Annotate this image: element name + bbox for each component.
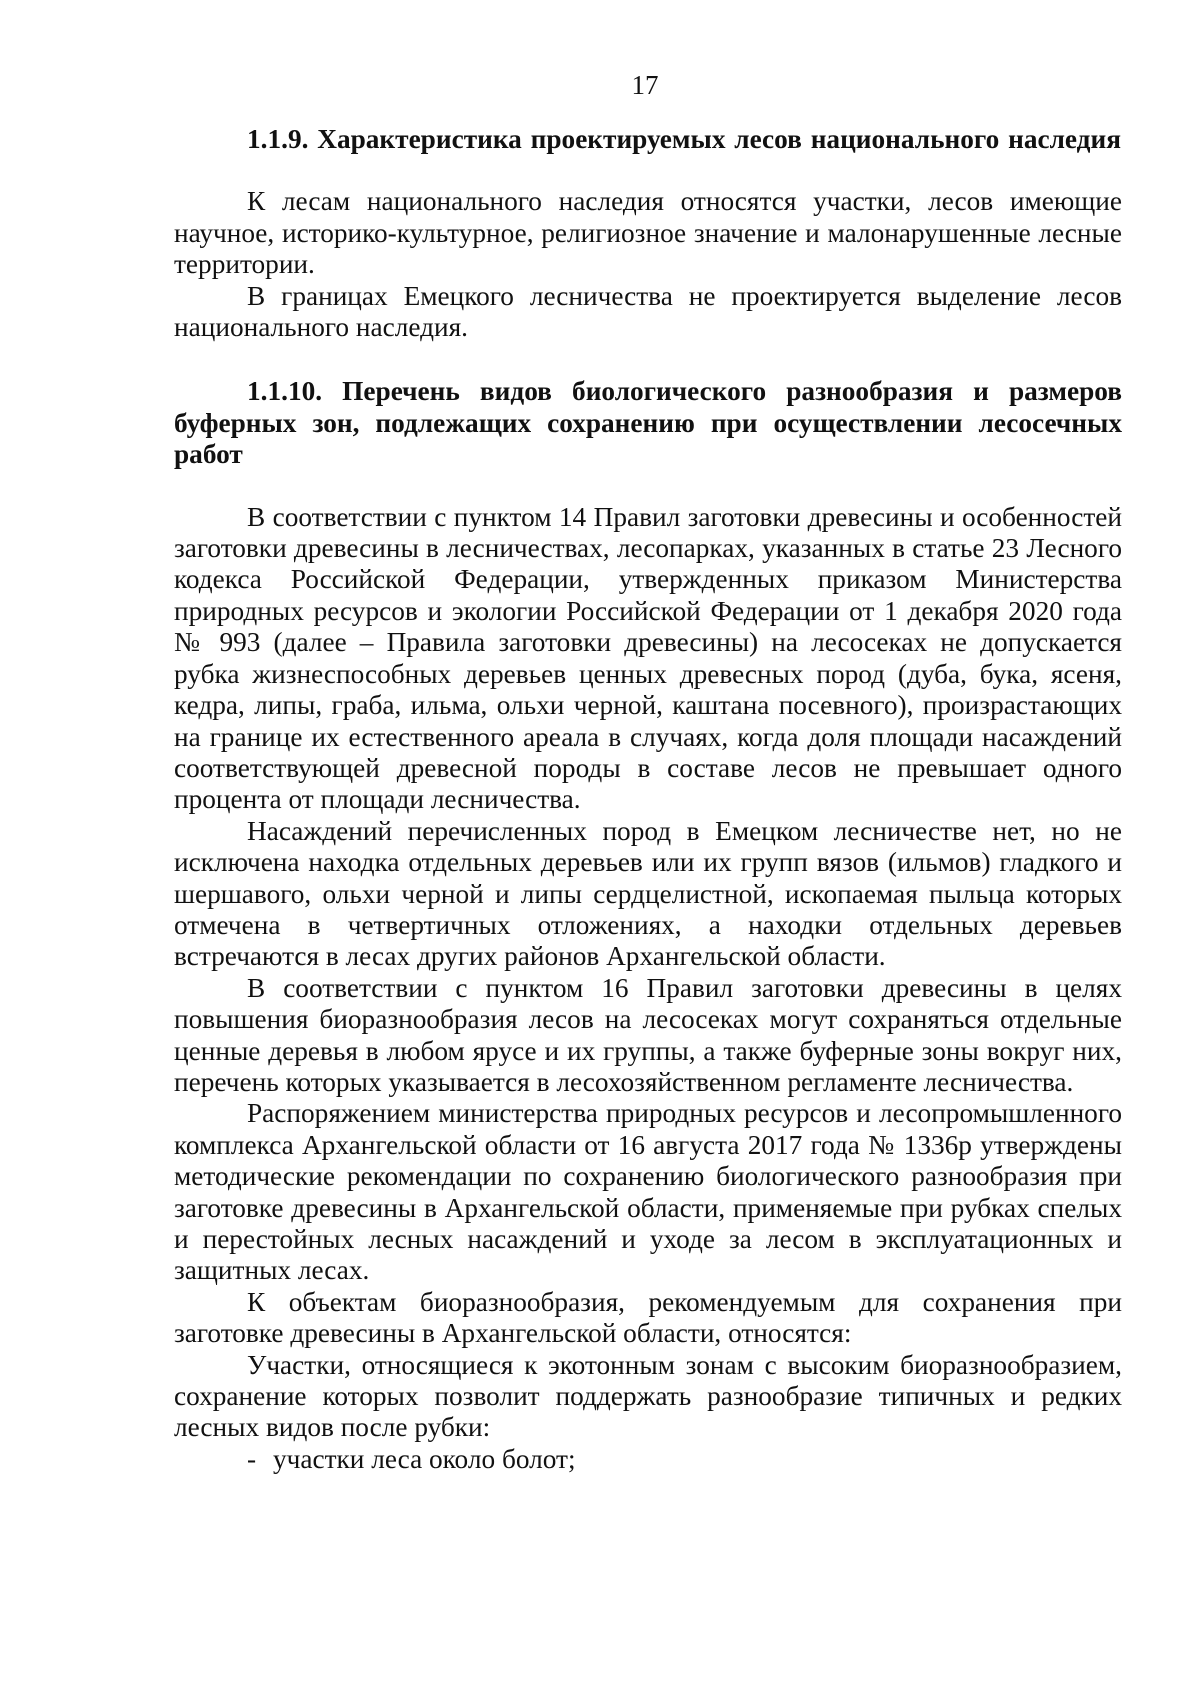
paragraph: Участки, относящиеся к экотонным зонам с высоким биоразнообразием, сохранение которых позволит поддержать разнообразие типичных и редких лесных видов после рубки: [174, 1349, 1122, 1443]
paragraph: К лесам национального наследия относятся участки, лесов имеющие научное, историко-культурное, религиозное значение и малонарушенные лесные территории. [174, 186, 1122, 280]
spacer [174, 155, 1122, 186]
paragraph: В границах Емецкого лесничества не проектируется выделение лесов национального наследия. [174, 280, 1122, 343]
list-item [174, 1444, 1122, 1475]
section-heading: 1.1.9. Характеристика проектируемых лесов национального наследия [247, 124, 1121, 154]
list-marker: - [247, 1443, 257, 1474]
paragraph: В соответствии с пунктом 14 Правил заготовки древесины и особенностей заготовки древесины в лесничествах, лесопарках, указанных в статье 23 Лесного кодекса Российской Федерации, утвержденных приказом Министерства природных ресурсов и экологии Российской Федерации от 1 декабря 2020 года № 993 (далее – Правила заготовки древесины) на лесосеках не допускается рубка жизнеспособных деревьев ценных древесных пород (дуба, бука, ясеня, кедра, липы, граба, ильма, ольхи черной, каштана посевного), произрастающих на границе их естественного ареала в случаях, когда доля площади насаждений соответствующей древесной породы в составе лесов не превышает одного процента от площади лесничества. [174, 501, 1122, 815]
paragraph: В соответствии с пунктом 16 Правил заготовки древесины в целях повышения биоразнообразия лесов на лесосеках могут сохраняться отдельные ценные деревья в любом ярусе и их группы, а также буферные зоны вокруг них, перечень которых указывается в лесохозяйственном регламенте лесничества. [174, 972, 1122, 1097]
page-number: 17 [631, 70, 659, 100]
section-heading: 1.1.10. Перечень видов биологического разнообразия и размеров буферных зон, подлежащих сохранению при осуществлении лесосечных работ [174, 376, 1122, 470]
document-content [174, 124, 1122, 1475]
spacer [174, 343, 1122, 376]
paragraph: Насаждений перечисленных пород в Емецком лесничестве нет, но не исключена находка отдельных деревьев или их групп вязов (ильмов) гладкого и шершавого, ольхи черной и липы сердцелистной, ископаемая пыльца которых отмечена в четвертичных отложениях, а находки отдельных деревьев встречаются в лесах других районов Архангельской области. [174, 815, 1122, 972]
list-item-text: участки леса около болот; [273, 1443, 576, 1474]
spacer [174, 471, 1122, 502]
paragraph: К объектам биоразнообразия, рекомендуемым для сохранения при заготовке древесины в Архангельской области, относятся: [174, 1286, 1122, 1349]
paragraph: Распоряжением министерства природных ресурсов и лесопромышленного комплекса Архангельской области от 16 августа 2017 года № 1336р утверждены методические рекомендации по сохранению биологического разнообразия при заготовке древесины в Архангельской области, применяемые при рубках спелых и перестойных лесных насаждений и уходе за лесом в эксплуатационных и защитных лесах. [174, 1098, 1122, 1286]
